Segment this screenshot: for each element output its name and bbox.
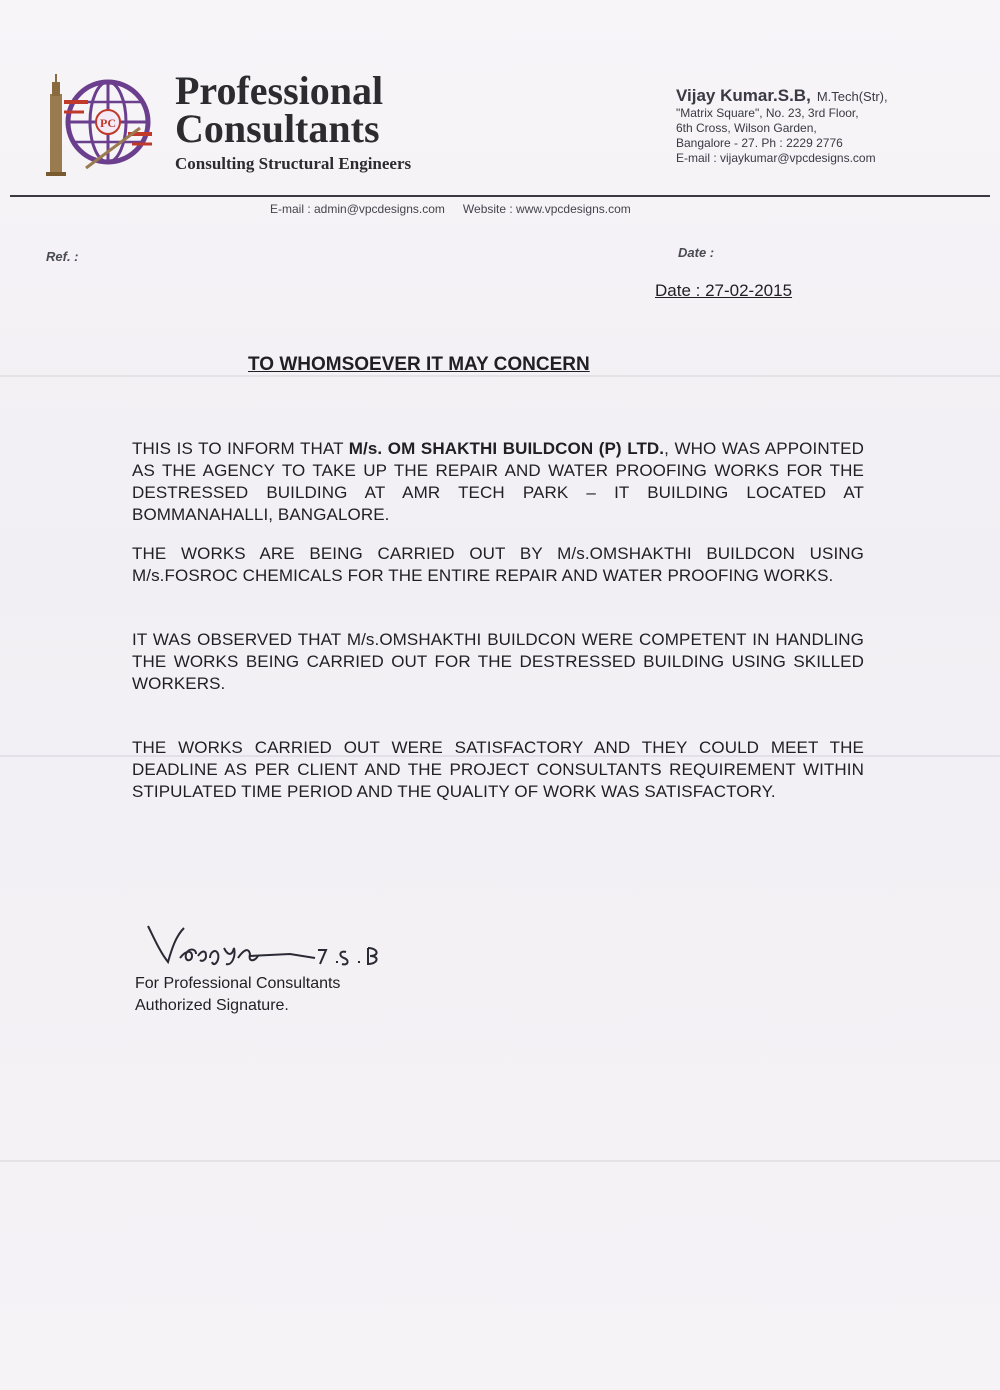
firm-email: E-mail : admin@vpcdesigns.com: [270, 202, 445, 216]
web-contact-line: [270, 202, 631, 216]
logo-tower: [50, 94, 62, 174]
letterhead-divider: [10, 195, 990, 197]
contact-name: [676, 86, 888, 106]
p1-intro: THIS IS TO INFORM THAT: [132, 439, 349, 458]
logo-monogram: PC: [100, 116, 116, 130]
address-line: Bangalore - 27. Ph : 2229 2776: [676, 136, 843, 150]
contact-block: [676, 86, 888, 166]
address-line: "Matrix Square", No. 23, 3rd Floor,: [676, 106, 859, 120]
address-line: 6th Cross, Wilson Garden,: [676, 121, 817, 135]
body-paragraph-3: IT WAS OBSERVED THAT M/s.OMSHAKTHI BUILDCON WERE COMPETENT IN HANDLING THE WORKS BEING CARRIED OUT FOR THE DESTRESSED BUILDING USING SKILLED WORKERS.: [132, 630, 864, 693]
body-paragraph-2: THE WORKS ARE BEING CARRIED OUT BY M/s.OMSHAKTHI BUILDCON USING M/s.FOSROC CHEMICALS FOR THE ENTIRE REPAIR AND WATER PROOFING WORKS.: [132, 544, 864, 585]
paper-fold: [0, 1160, 1000, 1162]
firm-name-line1: Professional: [175, 68, 384, 113]
contact-qualification: M.Tech(Str),: [816, 89, 888, 104]
p1-rest: , WHO WAS APPOINTED AS THE AGENCY TO TAKE UP THE REPAIR AND WATER PROOFING WORKS FOR THE DESTRESSED BUILDING AT AMR TECH PARK – IT BUILDING LOCATED AT BOMMANAHALLI, BANGALORE.: [132, 439, 864, 524]
letter-date: Date : 27-02-2015: [655, 281, 793, 300]
ref-label: Ref. :: [46, 249, 79, 264]
handwritten-signature: [140, 918, 410, 976]
firm-tagline: Consulting Structural Engineers: [175, 154, 412, 173]
contact-email: E-mail : vijaykumar@vpcdesigns.com: [676, 151, 876, 165]
firm-website: Website : www.vpcdesigns.com: [462, 202, 631, 216]
date-label: Date :: [678, 245, 715, 260]
company-logo: [40, 72, 155, 177]
signature-line-2: Authorized Signature.: [135, 997, 289, 1014]
letter-subject: TO WHOMSOEVER IT MAY CONCERN: [248, 354, 590, 375]
contact-person: Vijay Kumar.S.B,: [676, 86, 811, 105]
signature-line-1: For Professional Consultants: [135, 975, 341, 992]
body-paragraph-4: THE WORKS CARRIED OUT WERE SATISFACTORY AND THEY COULD MEET THE DEADLINE AS PER CLIENT AND THE PROJECT CONSULTANTS REQUIREMENT WITHIN STIPULATED TIME PERIOD AND THE QUALITY OF WORK WAS SATISFACTORY.: [132, 738, 864, 801]
firm-name-line2: Consultants: [175, 106, 380, 151]
firm-name: [175, 68, 384, 151]
contractor-name: M/s. OM SHAKTHI BUILDCON (P) LTD.: [348, 439, 665, 458]
body-paragraph-1: [132, 438, 864, 526]
